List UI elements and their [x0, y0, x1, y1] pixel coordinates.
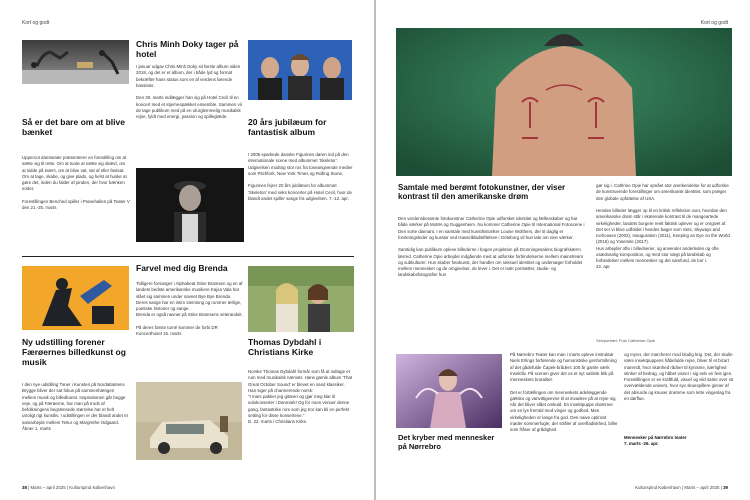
headline-farvel-med-dig-brenda: Farvel med dig Brenda — [136, 263, 228, 273]
dance-photo — [22, 40, 129, 84]
body-baenket: Uppercut dansteater præsenterer en forestilling om at sætte sig til rette. Om at turde at sætte sig skævt, om at sidde på tværs, om at blive sat, sat af eller fastsat. Om at tage, skabe, og give plads, og helst at huske at gøre det, inden du falder af pinden, der hvor bænken ender. Forestillingen Benched spiller i Prøvehallen på Teater V den 21.-25. marts — [22, 155, 130, 210]
body-catherine-opie-col2: gør sig i. Cathrine Opie har opnået stor anerkendelse for at udforske de konstruerede forestillinger om amerikansk identitet, som præger den globale opfattelse af USA. Hendes billeder lægger op til en kritisk refleksion over, hvordan den amerikanske drøm står i skærende kontrast til de mangeartede virkeligheder, landets borgere reelt faktisk oplever og er omgivet af. Det ser vi blive udfoldet i hendes bøger som Sets, Skyways and Icehouses (2002), Inauguration (2011), Keeping an Eye on the World (2016) og Yosemite (2017). Hun arbejder ofte i billedserier, og anvender anderledes og ofte usædvanlig komposition, og med stor vægt på landskab og forbindelser mellem mennesker og det samfund, de bor i. 22. apr. — [596, 183, 730, 270]
folio-right: Kulturspind København | Marts – april 2025 | 39 — [635, 485, 728, 490]
thomas-dybdahl-car-photo — [136, 382, 242, 460]
figurines-band-photo — [248, 40, 352, 100]
body-ny-udstilling: I den nye udstilling Toner i Kunsten på Nordatlantens Brygge bliver der sat fokus på sammenhængen mellem musik og billedkunst. Inspirationen går begge veje, og på Færøerne, har man på trods af befolkningens begrænsede størrelse har et helt utroligt rigt kunstliv. I udstillingen er der blandt andet et samarbejde mellem Teitur og Margrethe Odgaard. Åbner 1. marts — [22, 382, 128, 431]
body-det-kryber-col1: På Nørrebro Teater kan man i marts opleve instruktør Niels Erlings forførende og humoristiske genfortolkning af det gådefulde Čapek-bråders 100 år gamle værk Insektliv. På scenen giver det os et nyt satirisk blik på menneskets brutalitet. Det er fortællingen om menneskets ødelæggende gælsko og vanvittigeevne til at invadere på at rejse sig, når det bliver slået omkuld. En insektpuppe drømmer om en lys fremtid med vinger og godhed. Men virkeligheden er lange fra god. Den naive optimist møder sommerfugle, der stråler af overfladiskhed, biller som fråser af grådighed — [510, 352, 618, 432]
chris-minh-doky-photo — [136, 168, 244, 242]
body-thomas-dybdahl: Norske Thomas Dybdahl formår som få at indtage et rum med musikalsk nærvær. Hans gamle album 'That Great October Sound' er blevet en sand klassiker. Han siger på charmerende norsk: "I mars pakker jeg gitaren og gjør meg klar til solokonserter i Danmark! Og for noen venuer denne gang, fantastiske rom som jeg tror kan bli en perfekt setting for disse konsertene." D. 22. marts i Christians Kirke. — [248, 369, 353, 424]
page-number: 38 — [22, 485, 27, 490]
headline-det-kryber: Det kryber med mennesker på Nørrebro — [398, 433, 495, 451]
section-divider — [22, 256, 354, 257]
bye-bye-brenda-photo — [248, 266, 354, 332]
body-catherine-opie-col1: Den verdensberømte fotokunstner Catherine Opie udforsker identitet og fællesskaber og har både værker på MoMA og Guggenheim. Nu kommer Catherine Opie til International Fotoscene i Den sorte diamant. I en samtale med kunsthistoriker Louise Wolthers, der til daglig er forskningsleder og kurator ved Hasselbladstiftelsen i Göteborg vil hun tale om sine værker. Samtidig kan publikum opleve billederne i bogen projektion på Dronningesalens biografskærm lærred. Catherine Opie arbejder indgående med at udforske forbindelserne mellem mainstream og subkulturer. Hun skaber fotokunst, der handler om seksuel identitet og undersøger forholdet mellem mennesker og de omgivelser, de lever i. Det er især portrætter, studie- og landskabsfotografier hun — [398, 216, 585, 278]
headline-catherine-opie: Samtale med berømt fotokunstner, der viser kontrast til den amerikanske drøm — [398, 183, 566, 202]
faroe-art-illustration — [22, 266, 129, 330]
page-number: 39 — [723, 485, 728, 490]
theatre-credit: Mennesker på Nørrebro teater 7. marts -26. apr. — [624, 435, 687, 447]
section-label: Kort og godt — [22, 20, 50, 26]
body-chris-minh-doky: I januar udgav Chris Minh Doky sit første album siden 2018, og det er et album, der i både lyd og format bekræfter hans status som en af verdens førende bassister. Den 30. marts indlægger han sig på Hotel Cecil til en koncert med et stjernespækket ensemble. Sammen vil de tage publikum med på en ufurglemmelig musikalsk rejse, fyldt med energi, passion og spilleglæde. — [136, 64, 242, 119]
body-20-aars-jubilaeum: I 2005 sparkede danske Figurines døren ind på den internationale scene med albummet 'Skeletor'. Udgivelsen modtog stor ros fra toneangivende medier som Pitchfork, New York Times og Rolling Stone. Figurines fejrer 20 års jubilæum for albummet 'Skeleton' med seks koncerter på Hotel Cecil, hvor de blandt andet spiller sange fra udgivelsen. 7.-12. apr. — [248, 152, 353, 201]
folio-left: 38 | Marts – april 2025 | Kulturspind København — [22, 485, 115, 490]
folio-issue: Marts – april 2025 — [684, 485, 720, 490]
headline-ny-udstilling: Ny udstilling forener Færøernes billedkunst og musik — [22, 337, 126, 367]
catherine-opie-back-photo — [396, 28, 732, 176]
insektliv-theatre-photo — [396, 354, 502, 428]
folio-magazine: Kulturspind København — [69, 485, 115, 490]
headline-baenket: Så er det bare om at blive bænket — [22, 117, 125, 137]
body-farvel-med-dig-brenda: Tidligere forsanger i Alphabeat Stine Bramsen og en af landets bedste amerikanske musikere Kajsa Vala har slået sig sammen under navnet Bye Bye Brenda. Deres sange har en intim stemning og rummer ærlige, poetiske historier og sange. Brenda er også navnet på Stine Bramsens veterandsit. På deres første turné kommer de forbi DR Koncerthuset 15. marts — [136, 281, 243, 336]
section-label: Kort og godt — [700, 20, 728, 26]
folio-issue: Marts – april 2025 — [30, 485, 66, 490]
right-page — [376, 0, 750, 500]
folio-magazine: Kulturspind København — [635, 485, 681, 490]
headline-chris-minh-doky: Chris Minh Doky tager på hotel — [136, 39, 239, 59]
headline-20-aars-jubilaeum: 20 års jubilæum for fantastisk album — [248, 117, 327, 137]
left-page — [0, 0, 374, 500]
headline-thomas-dybdahl: Thomas Dybdahl i Christians Kirke — [248, 337, 322, 357]
photo-caption: Selvportræt: Foto Catherine Opie — [596, 338, 655, 343]
body-det-kryber-col2: og myrer, der marcherer mod blodig krig. Det, der skulle være insektpuppens håbefulde rejse, bliver til et bizart mareridt, hvor skønhed rådner til kynisme, kærlighed stinker af bedrag, og håbet visner i sig selv en fest igen. Forestillingen er en kraftfuld, visuel og vild satire over sit overvældende univers, hvor syv skuespillere ginner af det absurde og knuser drømme som lette vingeslag fra en dørflue. — [624, 352, 734, 401]
